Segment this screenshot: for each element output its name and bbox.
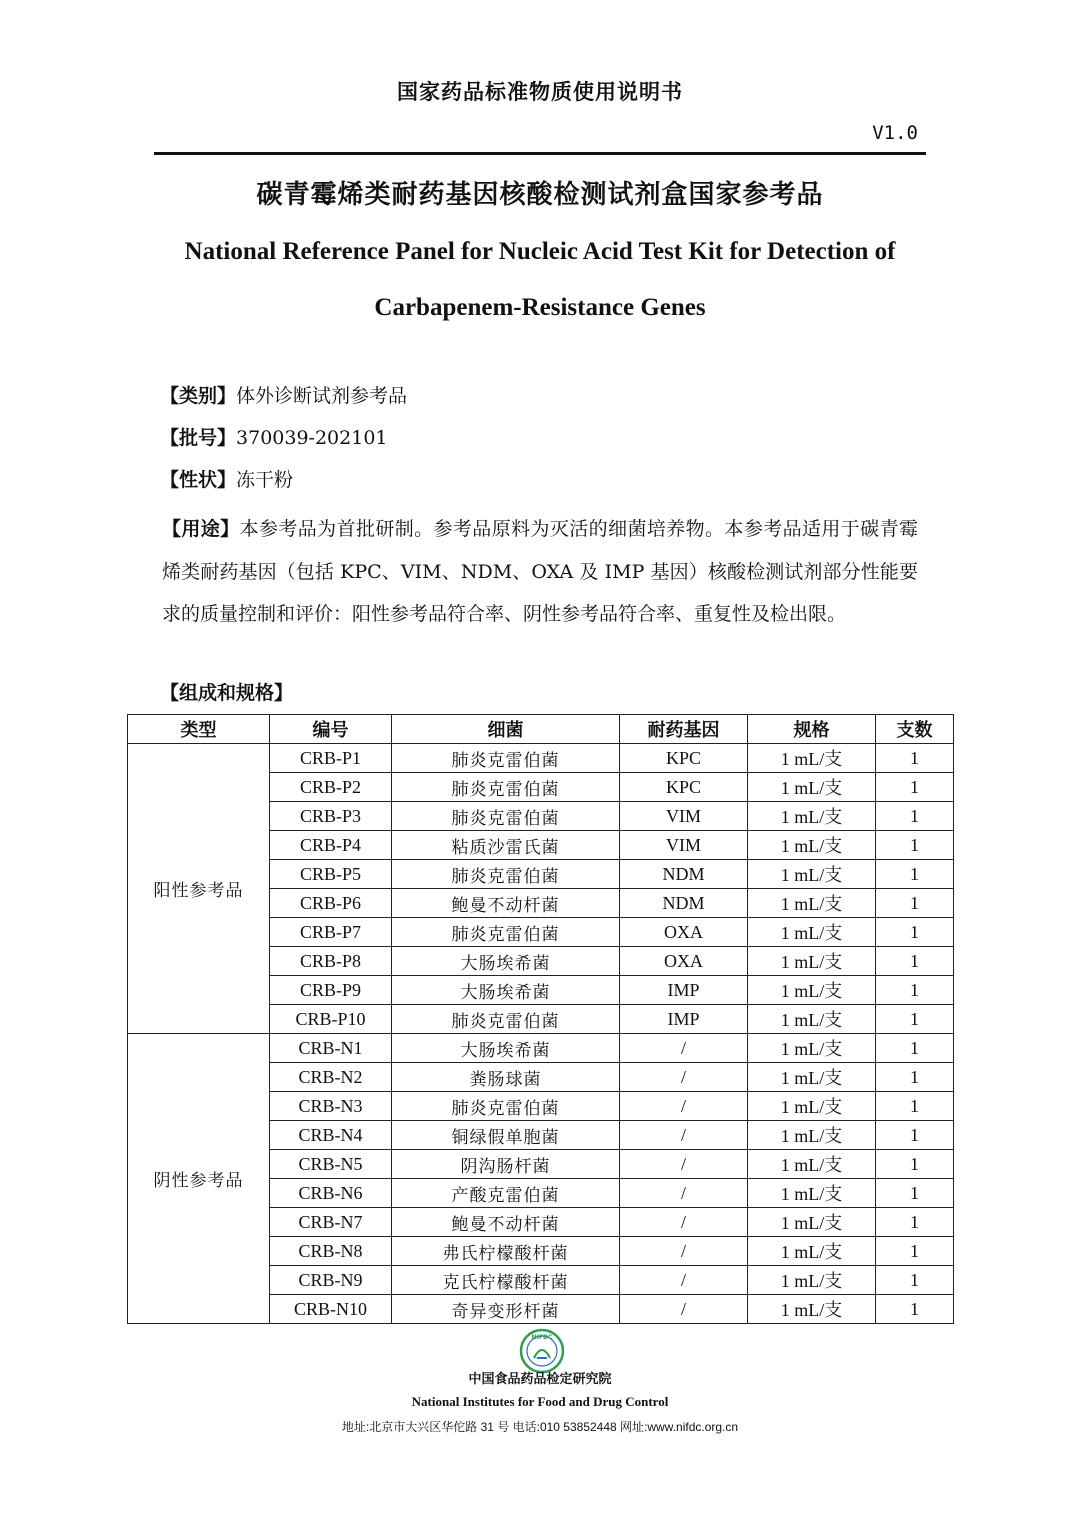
spec-cell: 1 mL/支 [748, 1034, 876, 1063]
sample-id-cell: CRB-N5 [270, 1150, 392, 1179]
bacteria-cell: 肺炎克雷伯菌 [392, 860, 620, 889]
sample-id-cell: CRB-P1 [270, 744, 392, 773]
title-english-line2: Carbapenem-Resistance Genes [374, 294, 706, 321]
spec-cell: 1 mL/支 [748, 889, 876, 918]
composition-label: 【组成和规格】 [160, 682, 294, 704]
sample-id-cell: CRB-P7 [270, 918, 392, 947]
sample-id-cell: CRB-N4 [270, 1121, 392, 1150]
field-form-value: 冻干粉 [236, 469, 294, 491]
resistance-gene-cell: / [620, 1150, 748, 1179]
resistance-gene-cell: OXA [620, 947, 748, 976]
count-cell: 1 [876, 1150, 954, 1179]
resistance-gene-cell: IMP [620, 976, 748, 1005]
resistance-gene-cell: NDM [620, 860, 748, 889]
bacteria-cell: 铜绿假单胞菌 [392, 1121, 620, 1150]
count-cell: 1 [876, 976, 954, 1005]
field-batch [160, 424, 388, 452]
bacteria-cell: 肺炎克雷伯菌 [392, 1092, 620, 1121]
sample-id-cell: CRB-P3 [270, 802, 392, 831]
sample-id-cell: CRB-P2 [270, 773, 392, 802]
count-cell: 1 [876, 773, 954, 802]
spec-cell: 1 mL/支 [748, 1005, 876, 1034]
bacteria-cell: 肺炎克雷伯菌 [392, 744, 620, 773]
sample-id-cell: CRB-N2 [270, 1063, 392, 1092]
logo-text: NIFDC [531, 1334, 553, 1341]
count-cell: 1 [876, 1295, 954, 1324]
bacteria-cell: 奇异变形杆菌 [392, 1295, 620, 1324]
bacteria-cell: 肺炎克雷伯菌 [392, 773, 620, 802]
table-row [128, 1034, 954, 1063]
resistance-gene-cell: NDM [620, 889, 748, 918]
field-usage-value: 本参考品为首批研制。参考品原料为灭活的细菌培养物。本参考品适用于碳青霉烯类耐药基因（包括 KPC、VIM、NDM、OXA 及 IMP 基因）核酸检测试剂部分性能要求的质量控制和评价：阳性参考品符合率、阴性参考品符合率、重复性及检出限。 [162, 518, 918, 625]
resistance-gene-cell: VIM [620, 802, 748, 831]
title-english [100, 224, 980, 336]
table-header-cell: 支数 [876, 715, 954, 744]
resistance-gene-cell: KPC [620, 773, 748, 802]
resistance-gene-cell: KPC [620, 744, 748, 773]
resistance-gene-cell: / [620, 1179, 748, 1208]
field-batch-value: 370039-202101 [236, 427, 388, 449]
sample-id-cell: CRB-N10 [270, 1295, 392, 1324]
resistance-gene-cell: / [620, 1237, 748, 1266]
spec-cell: 1 mL/支 [748, 1266, 876, 1295]
table-header-cell: 规格 [748, 715, 876, 744]
spec-cell: 1 mL/支 [748, 860, 876, 889]
count-cell: 1 [876, 947, 954, 976]
count-cell: 1 [876, 802, 954, 831]
count-cell: 1 [876, 744, 954, 773]
bacteria-cell: 大肠埃希菌 [392, 1034, 620, 1063]
sample-id-cell: CRB-N1 [270, 1034, 392, 1063]
field-usage [162, 508, 918, 636]
count-cell: 1 [876, 1237, 954, 1266]
spec-cell: 1 mL/支 [748, 744, 876, 773]
spec-cell: 1 mL/支 [748, 976, 876, 1005]
title-english-line1: National Reference Panel for Nucleic Acid Test Kit for Detection of [184, 238, 896, 265]
bacteria-cell: 粪肠球菌 [392, 1063, 620, 1092]
resistance-gene-cell: / [620, 1208, 748, 1237]
spec-cell: 1 mL/支 [748, 1208, 876, 1237]
spec-cell: 1 mL/支 [748, 1063, 876, 1092]
resistance-gene-cell: VIM [620, 831, 748, 860]
table-header-cell: 编号 [270, 715, 392, 744]
bacteria-cell: 大肠埃希菌 [392, 947, 620, 976]
resistance-gene-cell: / [620, 1266, 748, 1295]
spec-cell: 1 mL/支 [748, 1092, 876, 1121]
title-chinese: 碳青霉烯类耐药基因核酸检测试剂盒国家参考品 [256, 180, 824, 210]
field-form-label: 【性状】 [160, 469, 237, 491]
sample-id-cell: CRB-N6 [270, 1179, 392, 1208]
table-header-row [128, 715, 954, 744]
spec-cell: 1 mL/支 [748, 1150, 876, 1179]
bacteria-cell: 鲍曼不动杆菌 [392, 1208, 620, 1237]
spec-cell: 1 mL/支 [748, 918, 876, 947]
field-batch-label: 【批号】 [160, 427, 237, 449]
count-cell: 1 [876, 1208, 954, 1237]
field-usage-label: 【用途】 [162, 518, 240, 540]
count-cell: 1 [876, 1005, 954, 1034]
resistance-gene-cell: / [620, 1063, 748, 1092]
spec-cell: 1 mL/支 [748, 1295, 876, 1324]
bacteria-cell: 肺炎克雷伯菌 [392, 1005, 620, 1034]
table-header-cell: 类型 [128, 715, 270, 744]
sample-id-cell: CRB-P5 [270, 860, 392, 889]
sample-id-cell: CRB-N7 [270, 1208, 392, 1237]
count-cell: 1 [876, 1266, 954, 1295]
table-row [128, 744, 954, 773]
resistance-gene-cell: / [620, 1295, 748, 1324]
sample-id-cell: CRB-P4 [270, 831, 392, 860]
spec-cell: 1 mL/支 [748, 947, 876, 976]
bacteria-cell: 粘质沙雷氏菌 [392, 831, 620, 860]
version-label: V1.0 [872, 122, 918, 144]
footer-org-english: National Institutes for Food and Drug Control [411, 1394, 669, 1409]
count-cell: 1 [876, 1179, 954, 1208]
spec-cell: 1 mL/支 [748, 802, 876, 831]
count-cell: 1 [876, 1092, 954, 1121]
header-divider [154, 152, 926, 155]
bacteria-cell: 鲍曼不动杆菌 [392, 889, 620, 918]
footer-address: 地址:北京市大兴区华佗路 31 号 电话:010 53852448 网址:www.nifdc.org.cn [341, 1420, 739, 1434]
sample-id-cell: CRB-P9 [270, 976, 392, 1005]
count-cell: 1 [876, 1034, 954, 1063]
field-category [160, 382, 407, 410]
bacteria-cell: 弗氏柠檬酸杆菌 [392, 1237, 620, 1266]
sample-id-cell: CRB-N3 [270, 1092, 392, 1121]
sample-id-cell: CRB-P10 [270, 1005, 392, 1034]
resistance-gene-cell: / [620, 1092, 748, 1121]
count-cell: 1 [876, 1063, 954, 1092]
spec-cell: 1 mL/支 [748, 1237, 876, 1266]
sample-id-cell: CRB-N9 [270, 1266, 392, 1295]
table-header-cell: 细菌 [392, 715, 620, 744]
count-cell: 1 [876, 860, 954, 889]
resistance-gene-cell: IMP [620, 1005, 748, 1034]
composition-table [127, 714, 954, 1324]
spec-cell: 1 mL/支 [748, 831, 876, 860]
spec-cell: 1 mL/支 [748, 1179, 876, 1208]
bacteria-cell: 肺炎克雷伯菌 [392, 918, 620, 947]
resistance-gene-cell: / [620, 1121, 748, 1150]
group-type-cell: 阴性参考品 [128, 1034, 270, 1324]
count-cell: 1 [876, 831, 954, 860]
sample-id-cell: CRB-N8 [270, 1237, 392, 1266]
count-cell: 1 [876, 918, 954, 947]
resistance-gene-cell: / [620, 1034, 748, 1063]
sample-id-cell: CRB-P8 [270, 947, 392, 976]
bacteria-cell: 克氏柠檬酸杆菌 [392, 1266, 620, 1295]
count-cell: 1 [876, 1121, 954, 1150]
bacteria-cell: 大肠埃希菌 [392, 976, 620, 1005]
field-form [160, 466, 293, 494]
bacteria-cell: 肺炎克雷伯菌 [392, 802, 620, 831]
spec-cell: 1 mL/支 [748, 1121, 876, 1150]
bacteria-cell: 产酸克雷伯菌 [392, 1179, 620, 1208]
sample-id-cell: CRB-P6 [270, 889, 392, 918]
spec-cell: 1 mL/支 [748, 773, 876, 802]
footer-org-chinese: 中国食品药品检定研究院 [468, 1372, 612, 1387]
document-header-title: 国家药品标准物质使用说明书 [397, 79, 683, 104]
field-category-label: 【类别】 [160, 385, 237, 407]
resistance-gene-cell: OXA [620, 918, 748, 947]
table-header-cell: 耐药基因 [620, 715, 748, 744]
count-cell: 1 [876, 889, 954, 918]
bacteria-cell: 阴沟肠杆菌 [392, 1150, 620, 1179]
field-category-value: 体外诊断试剂参考品 [236, 385, 408, 407]
group-type-cell: 阳性参考品 [128, 744, 270, 1034]
